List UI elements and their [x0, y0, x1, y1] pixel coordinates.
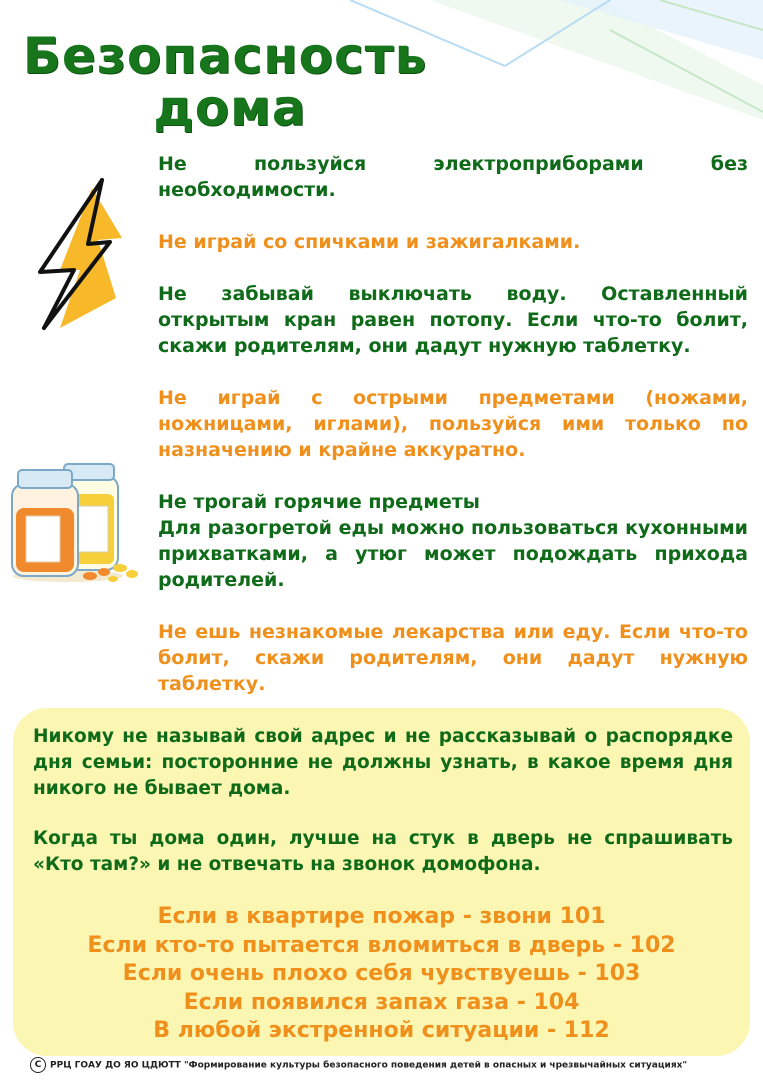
- rule-medicine: Не ешь незнакомые лекарства или еду. Если что-то болит, скажи родителям, они дадут нужную таблетку.: [158, 621, 748, 695]
- page-title-line-1: Безопасность: [22, 27, 428, 85]
- rule-hot-objects-detail: Для разогретой еды можно пользоваться кухонными прихватками, а утюг может подождать прихода родителей.: [158, 517, 748, 591]
- privacy-advice: Никому не называй свой адрес и не рассказывай о распорядке дня семьи: посторонние не должны узнать, в какое время дня никого не бывает дома.: [33, 726, 733, 799]
- rule-electric-appliances: Не пользуйся электроприборами без необходимости.: [158, 153, 748, 201]
- pill-bottles-icon: [8, 458, 143, 588]
- emergency-line-general: В любой экстренной ситуации - 112: [153, 1018, 610, 1043]
- rule-hot-objects: Не трогай горячие предметы: [158, 491, 480, 513]
- emergency-line-gas: Если появился запах газа - 104: [183, 989, 580, 1015]
- footer-text: РРЦ ГОАУ ДО ЯО ЦДЮТТ "Формирование культуры безопасного поведения детей в опасных и чрезвычайных ситуациях": [50, 1060, 688, 1071]
- emergency-line-police: Если кто-то пытается вломиться в дверь - 102: [87, 932, 676, 958]
- emergency-line-fire: Если в квартире пожар - звони 101: [157, 904, 606, 929]
- rule-matches: Не играй со спичками и зажигалками.: [158, 231, 581, 253]
- footer: [30, 1057, 750, 1073]
- rule-water: Не забывай выключать воду. Оставленный открытым кран равен потопу. Если что-то болит, скажи родителям, они дадут нужную таблетку.: [158, 283, 748, 357]
- safety-rules-list: [158, 151, 748, 697]
- page-title-line-2: дома: [153, 79, 307, 137]
- lightning-icon: [30, 178, 125, 338]
- door-advice: Когда ты дома один, лучше на стук в дверь не спрашивать «Кто там?» и не отвечать на звонок домофона.: [33, 828, 733, 875]
- emergency-numbers: [13, 903, 750, 1046]
- rule-sharp-objects: Не играй с острыми предметами (ножами, ножницами, иглами), пользуйся ими только по назначению и крайне аккуратно.: [158, 387, 748, 461]
- copyright-icon: C: [30, 1057, 46, 1073]
- emergency-line-ambulance: Если очень плохо себя чувствуешь - 103: [122, 961, 641, 986]
- info-panel: [13, 708, 750, 1056]
